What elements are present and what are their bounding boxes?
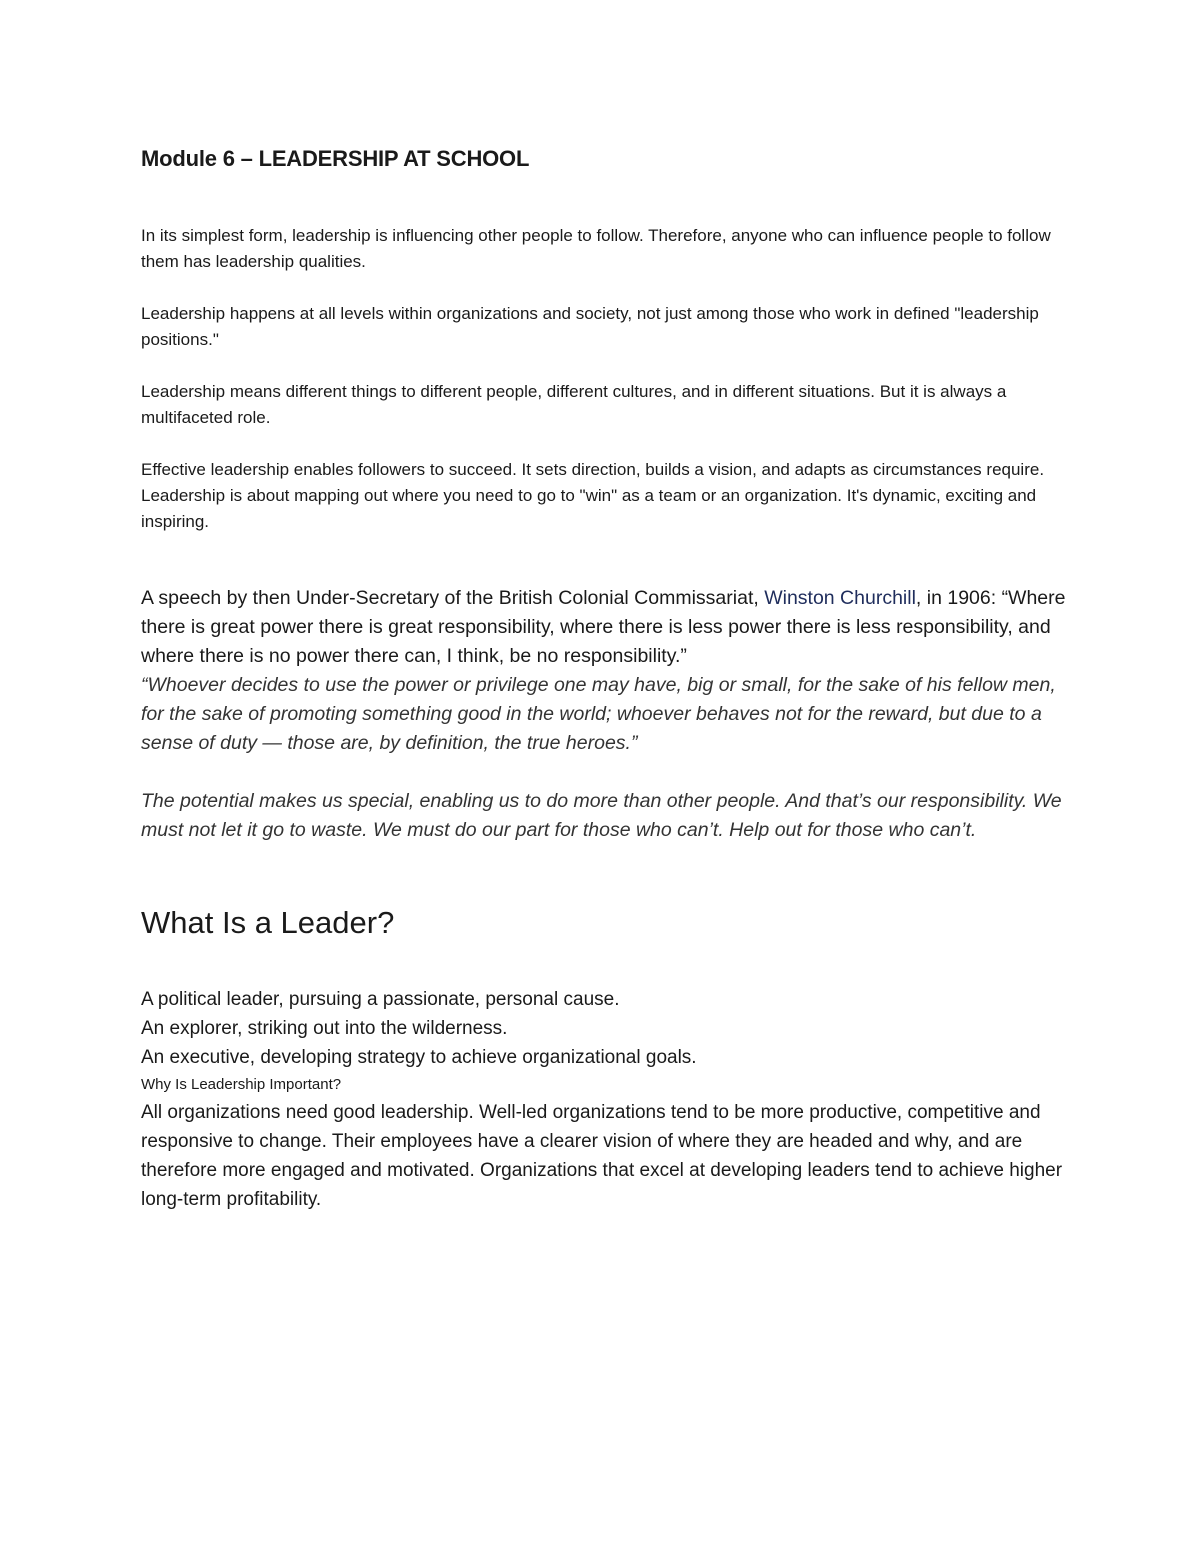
paragraph-effective: Effective leadership enables followers to succeed. It sets direction, builds a vision, and adapts as circumstances require. Leadership is about mapping out where you need to go to "win" as a team or an organization. It's dynamic, exciting and inspiring. (141, 460, 1045, 531)
potential-paragraph: The potential makes us special, enabling us to do more than other people. And that’s our responsibility. We must not let it go to waste. We must do our part for those who can’t. Help out for those who can’t. (141, 790, 1062, 841)
leader-example-political: A political leader, pursuing a passionate, personal cause. (141, 989, 620, 1010)
paragraph-definition: In its simplest form, leadership is influencing other people to follow. Therefore, anyone who can influence people to follow them has leadership qualities. (141, 226, 1051, 271)
leader-examples-list (141, 985, 1066, 1214)
importance-paragraph: All organizations need good leadership. Well-led organizations tend to be more productive, competitive and responsive to change. Their employees have a clearer vision of where they are headed and why, and are therefore more engaged and motivated. Organizations that excel at developing leaders tend to achieve higher long-term profitability. (141, 1102, 1063, 1210)
paragraph-levels: Leadership happens at all levels within organizations and society, not just among those who work in defined "leadership positions." (141, 304, 1039, 349)
leader-heading: What Is a Leader? (141, 905, 395, 940)
module-title: Module 6 – LEADERSHIP AT SCHOOL (141, 146, 530, 171)
paragraph-meanings: Leadership means different things to different people, different cultures, and in different situations. But it is always a multifaceted role. (141, 382, 1007, 427)
why-important-label: Why Is Leadership Important? (141, 1076, 342, 1093)
quote-after-speaker: , in 1906: “Where there is great power there is great responsibility, where there is less power there is less responsibility, and where there is no power there can, I think, be no responsibility.” (141, 587, 1066, 667)
quote-intro: A speech by then Under-Secretary of the British Colonial Commissariat, (141, 587, 765, 609)
leader-example-executive: An executive, developing strategy to achieve organizational goals. (141, 1047, 697, 1068)
churchill-quote-block (141, 584, 1066, 758)
leader-example-explorer: An explorer, striking out into the wilderness. (141, 1018, 508, 1039)
heroes-quote: “Whoever decides to use the power or privilege one may have, big or small, for the sake of his fellow men, for the sake of promoting something good in the world; whoever behaves not for the reward, but due to a sense of duty — those are, by definition, the true heroes.” (141, 674, 1056, 754)
churchill-quote (141, 584, 1066, 671)
quote-speaker: Winston Churchill (764, 587, 916, 609)
document-content (141, 146, 1066, 1214)
